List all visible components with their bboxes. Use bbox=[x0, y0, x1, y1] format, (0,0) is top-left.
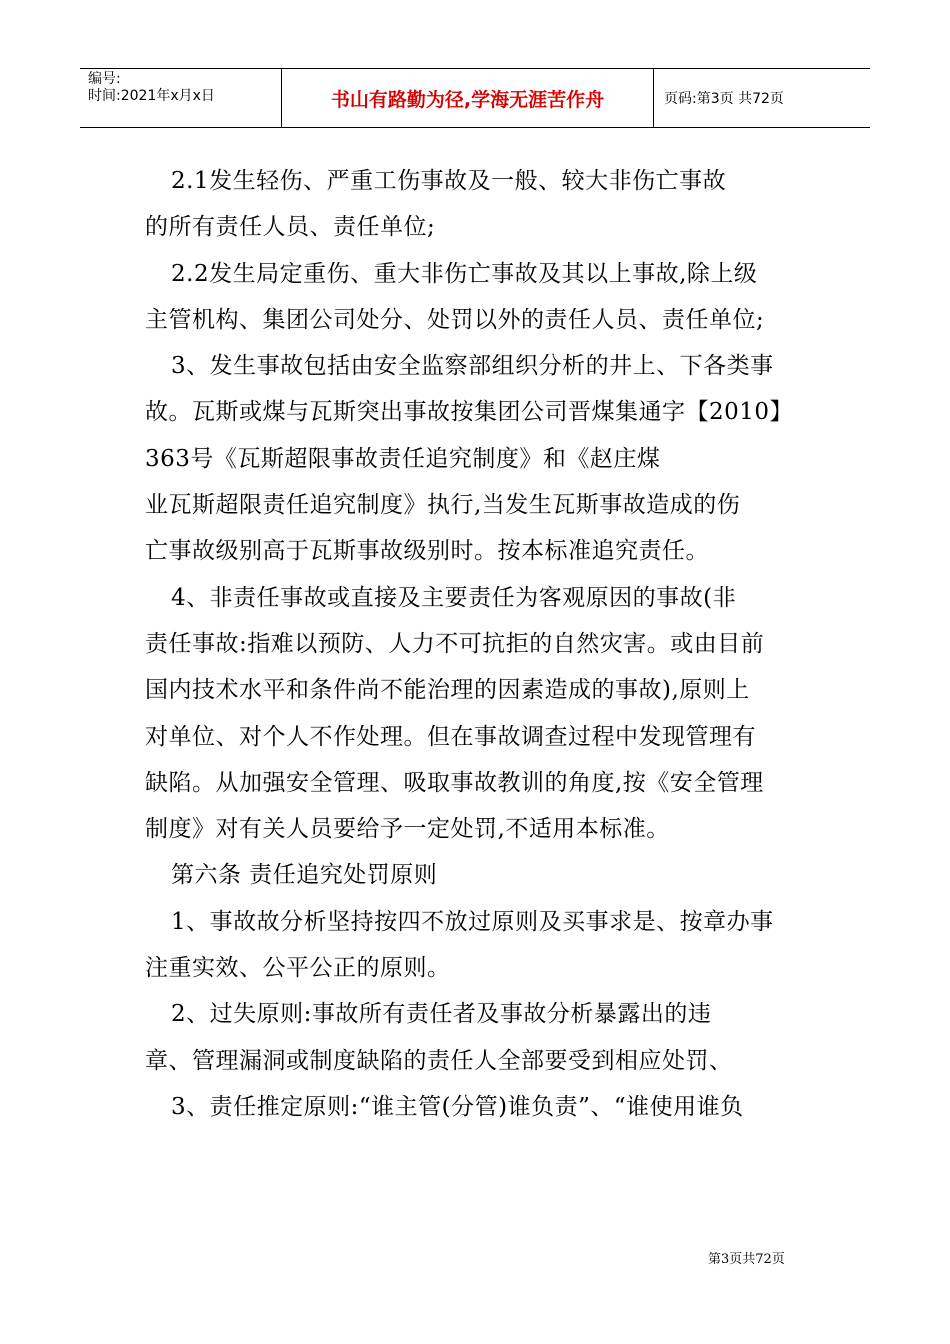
header-motto: 书山有路勤为径,学海无涯苦作舟 bbox=[282, 69, 654, 127]
body-line: 4、非责任事故或直接及主要责任为客观原因的事故(非 bbox=[171, 584, 737, 611]
document-time-label: 时间:2021年x月x日 bbox=[88, 88, 215, 104]
body-line: 主管机构、集团公司处分、处罚以外的责任人员、责任单位; bbox=[145, 306, 765, 333]
body-line: 章、管理漏洞或制度缺陷的责任人全部要受到相应处罚、 bbox=[145, 1047, 733, 1074]
document-number-label: 编号: bbox=[88, 71, 121, 87]
header-meta bbox=[80, 69, 282, 127]
body-line: 2、过失原则:事故所有责任者及事故分析暴露出的违 bbox=[171, 1001, 712, 1028]
body-line: 1、事故故分析坚持按四不放过原则及买事求是、按章办事 bbox=[171, 908, 774, 935]
body-line: 缺陷。从加强安全管理、吸取事故教训的角度,按《安全管理 bbox=[145, 769, 764, 796]
document-body bbox=[145, 158, 820, 1130]
section-heading: 第六条 责任追究处罚原则 bbox=[171, 862, 438, 889]
page-footer: 第3页共72页 bbox=[708, 1252, 785, 1267]
body-line: 业瓦斯超限责任追究制度》执行,当发生瓦斯事故造成的伤 bbox=[145, 492, 741, 519]
body-line: 制度》对有关人员要给予一定处罚,不适用本标准。 bbox=[145, 816, 670, 843]
body-line: 对单位、对个人不作处理。但在事故调查过程中发现管理有 bbox=[145, 723, 756, 750]
body-line: 2.2发生局定重伤、重大非伤亡事故及其以上事故,除上级 bbox=[171, 260, 758, 287]
body-line: 责任事故:指难以预防、人力不可抗拒的自然灾害。或由目前 bbox=[145, 630, 765, 657]
body-line: 亡事故级别高于瓦斯事故级别时。按本标准追究责任。 bbox=[145, 538, 709, 565]
body-line: 的所有责任人员、责任单位; bbox=[145, 214, 436, 241]
header-page-info: 页码:第3页 共72页 bbox=[664, 91, 784, 107]
body-line: 注重实效、公平公正的原则。 bbox=[145, 955, 451, 982]
body-line: 3、责任推定原则:“谁主管(分管)谁负责”、“谁使用谁负 bbox=[171, 1093, 744, 1120]
page-header bbox=[80, 68, 870, 128]
body-line: 国内技术水平和条件尚不能治理的因素造成的事故),原则上 bbox=[145, 677, 750, 704]
body-line: 3、发生事故包括由安全监察部组织分析的井上、下各类事 bbox=[171, 353, 774, 380]
body-line: 故。瓦斯或煤与瓦斯突出事故按集团公司晋煤集通字【2010】 bbox=[145, 399, 794, 426]
body-line: 2.1发生轻伤、严重工伤事故及一般、较大非伤亡事故 bbox=[171, 168, 727, 194]
body-line: 363号《瓦斯超限事故责任追究制度》和《赵庄煤 bbox=[145, 445, 661, 472]
